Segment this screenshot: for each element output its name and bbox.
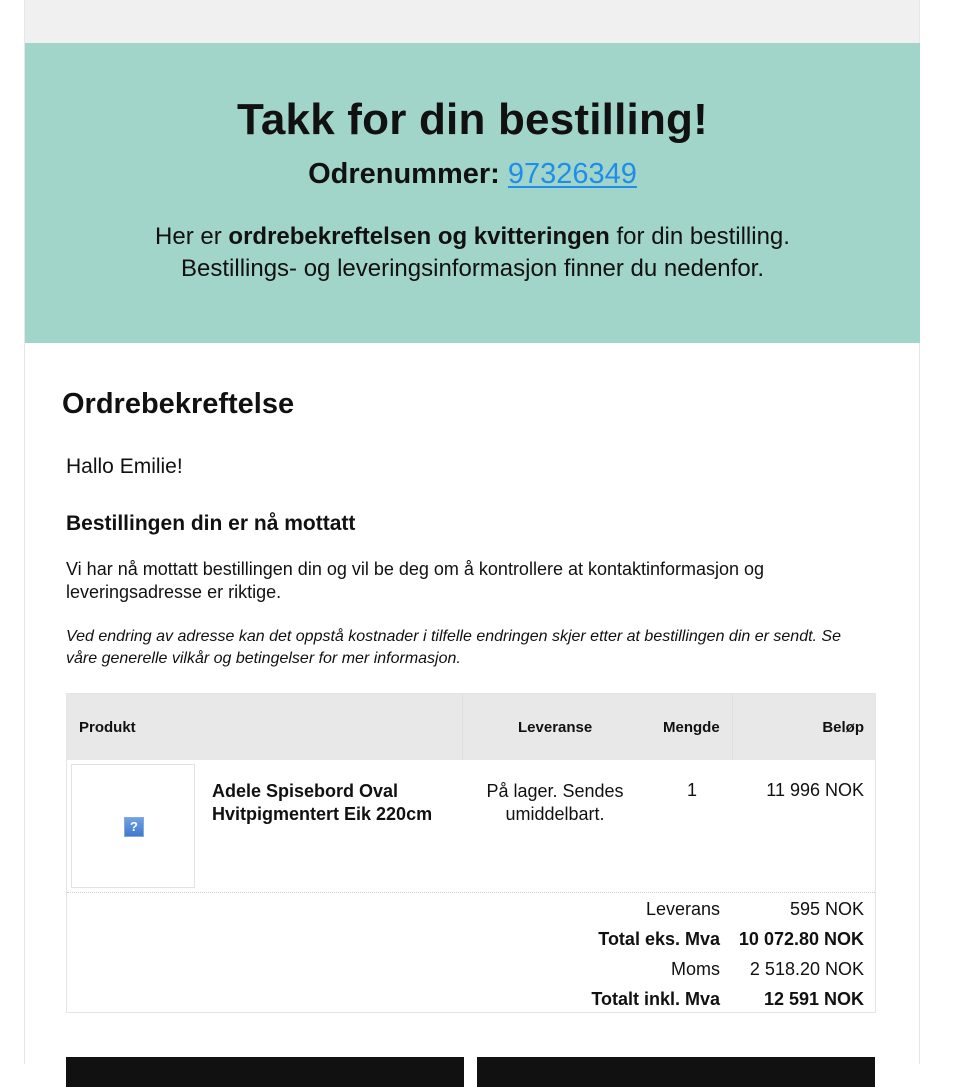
action-button-left[interactable]: [66, 1057, 464, 1087]
order-number-line: [25, 158, 920, 191]
order-table: [66, 693, 876, 1013]
product-image[interactable]: [71, 764, 195, 888]
product-amount: 11 996 NOK: [766, 780, 864, 800]
total-label: Leverans: [645, 899, 720, 919]
product-delivery-status: På lager. Sendes umiddelbart.: [486, 781, 624, 824]
total-row-ex-vat: [67, 929, 875, 959]
header-product: Produkt: [79, 719, 136, 736]
greeting: Hallo Emilie!: [66, 455, 183, 478]
top-strip: [25, 0, 920, 43]
section-title: Ordrebekreftelse: [62, 388, 295, 420]
total-row-delivery: [67, 899, 875, 929]
header-quantity: Mengde: [663, 719, 720, 736]
intro-text-start: Her er: [155, 223, 229, 250]
total-row-inc-vat: [67, 989, 875, 1019]
product-name: Adele Spisebord Oval Hvitpigmentert Eik 220cm: [212, 781, 433, 824]
received-subtitle: Bestillingen din er nå mottatt: [66, 512, 356, 535]
header-delivery: Leveranse: [518, 719, 593, 736]
product-quantity: 1: [686, 780, 697, 800]
received-body: Vi har nå mottatt bestillingen din og vil be deg om å kontrollere at kontaktinformasjon og leveringsadresse er riktige.: [66, 559, 765, 602]
address-change-note: Ved endring av adresse kan det oppstå kostnader i tilfelle endringen skjer etter at bestillingen din er sendt. Se våre generelle vilkår og betingelser for mer informasjon.: [66, 628, 841, 667]
broken-image-icon: ?: [124, 817, 144, 837]
table-header: [67, 694, 875, 760]
action-button-right[interactable]: [477, 1057, 875, 1087]
thank-you-title: Takk for din bestilling!: [237, 95, 708, 144]
total-label: Total eks. Mva: [598, 929, 720, 949]
total-value: 12 591 NOK: [763, 989, 864, 1009]
total-label: Totalt inkl. Mva: [591, 989, 720, 1009]
intro-text-end: for din bestilling. Bestillings- og leveringsinformasjon finner du nedenfor.: [181, 223, 790, 282]
total-label: Moms: [671, 959, 720, 979]
order-number-label: Odrenummer:: [308, 158, 500, 190]
confirmation-banner: [25, 43, 920, 343]
intro-text-bold: ordrebekreftelsen og kvitteringen: [228, 223, 610, 250]
order-number-link[interactable]: 97326349: [507, 158, 637, 190]
total-value: 2 518.20 NOK: [749, 959, 864, 979]
row-divider: [67, 892, 875, 893]
column-separator: [732, 694, 733, 760]
intro-text: [95, 221, 850, 285]
total-row-vat: [67, 959, 875, 989]
total-value: 595 NOK: [789, 899, 864, 919]
total-value: 10 072.80 NOK: [738, 929, 864, 949]
column-separator: [462, 694, 463, 760]
header-amount: Beløp: [822, 719, 864, 736]
